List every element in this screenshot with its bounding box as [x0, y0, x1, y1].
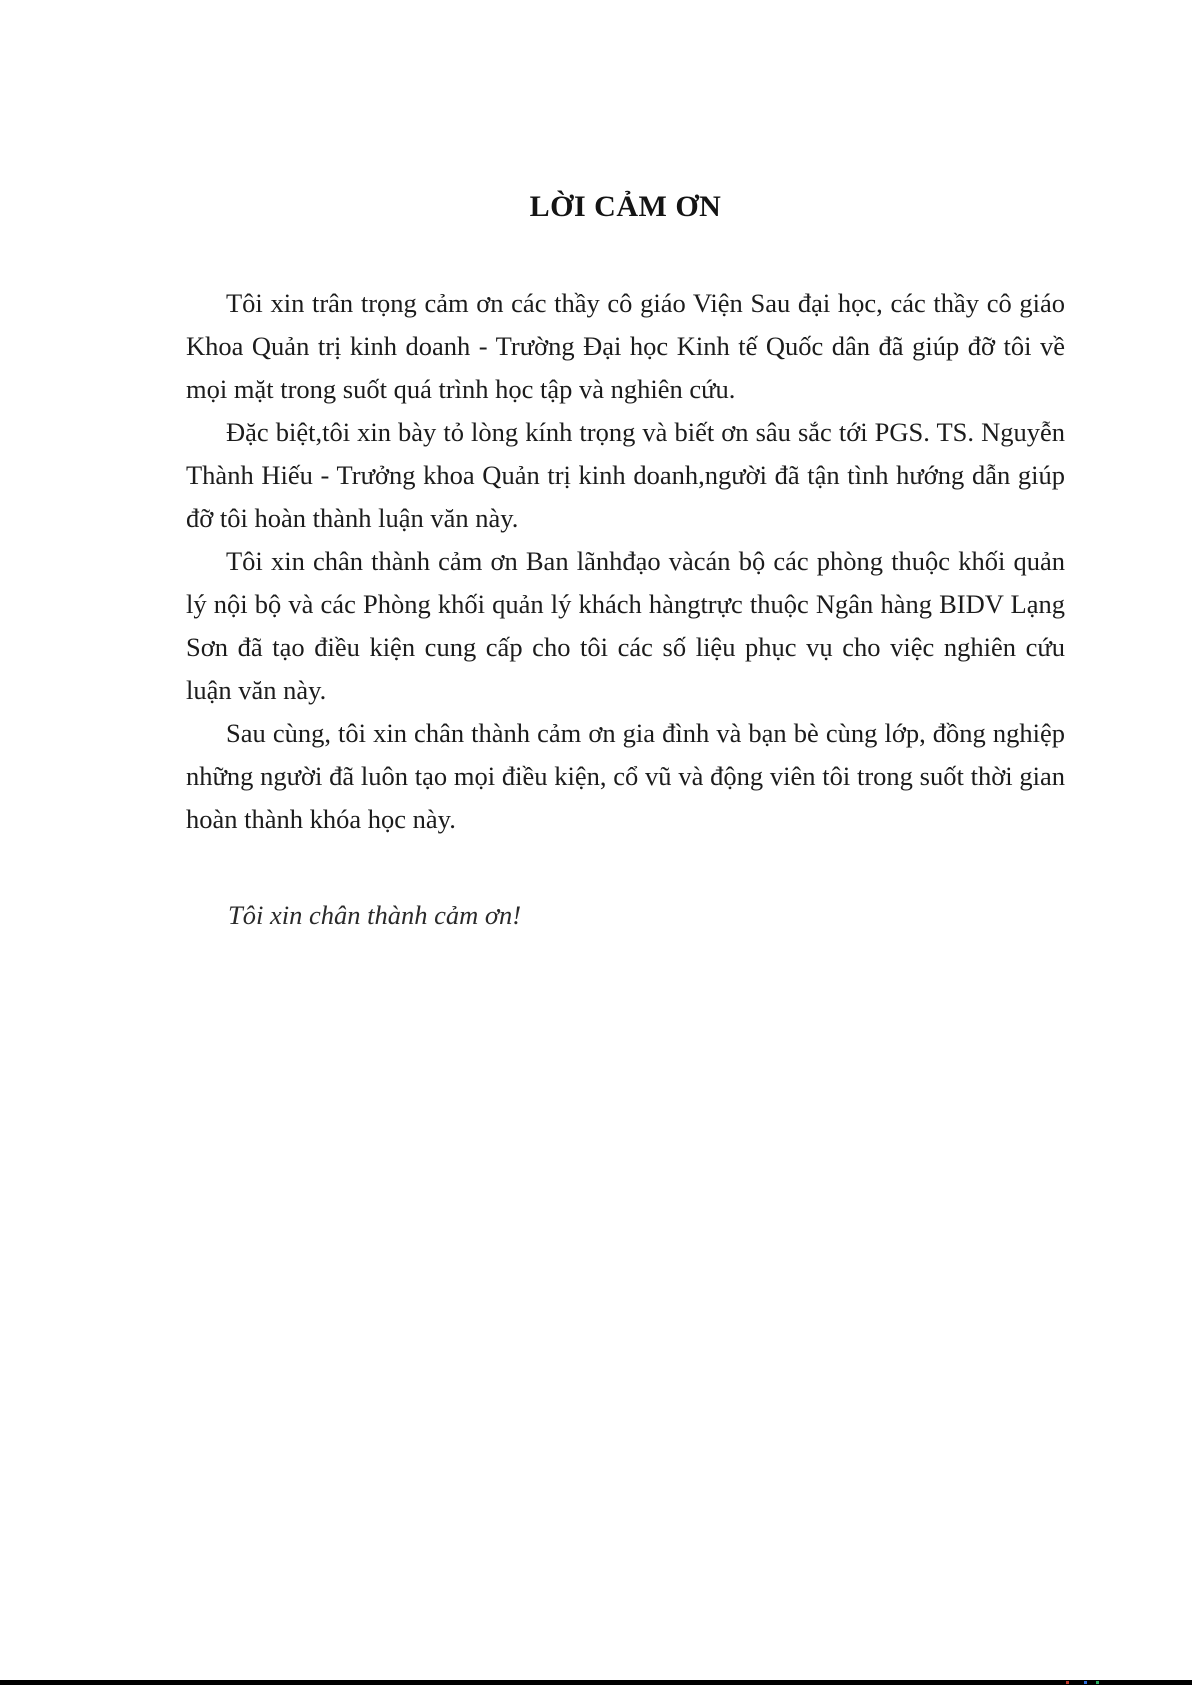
scan-artifact-red	[1066, 1681, 1069, 1684]
scan-edge-bar	[0, 1680, 1192, 1685]
scan-artifact-blue	[1084, 1681, 1087, 1684]
paragraph-acknowledge-advisor: Đặc biệt,tôi xin bày tỏ lòng kính trọng và biết ơn sâu sắc tới PGS. TS. Nguyễn Thành Hiếu - Trưởng khoa Quản trị kinh doanh,người đã tận tình hướng dẫn giúp đỡ tôi hoàn thành luận văn này.	[186, 417, 1065, 533]
paragraph-acknowledge-bank: Tôi xin chân thành cảm ơn Ban lãnhđạo vàcán bộ các phòng thuộc khối quản lý nội bộ và các Phòng khối quản lý khách hàngtrực thuộc Ngân hàng BIDV Lạng Sơn đã tạo điều kiện cung cấp cho tôi các số liệu phục vụ cho việc nghiên cứu luận văn này.	[186, 546, 1065, 705]
paragraph-acknowledge-faculty: Tôi xin trân trọng cảm ơn các thầy cô giáo Viện Sau đại học, các thầy cô giáo Khoa Quản trị kinh doanh - Trường Đại học Kinh tế Quốc dân đã giúp đỡ tôi về mọi mặt trong suốt quá trình học tập và nghiên cứu.	[186, 288, 1065, 404]
paragraph-acknowledge-family: Sau cùng, tôi xin chân thành cảm ơn gia đình và bạn bè cùng lớp, đồng nghiệp những người đã luôn tạo mọi điều kiện, cổ vũ và động viên tôi trong suốt thời gian hoàn thành khóa học này.	[186, 718, 1065, 834]
text-block	[186, 190, 1065, 937]
page-title: LỜI CẢM ƠN	[529, 190, 722, 223]
closing-line: Tôi xin chân thành cảm ơn!	[228, 900, 522, 930]
scan-artifact-green	[1096, 1681, 1099, 1684]
